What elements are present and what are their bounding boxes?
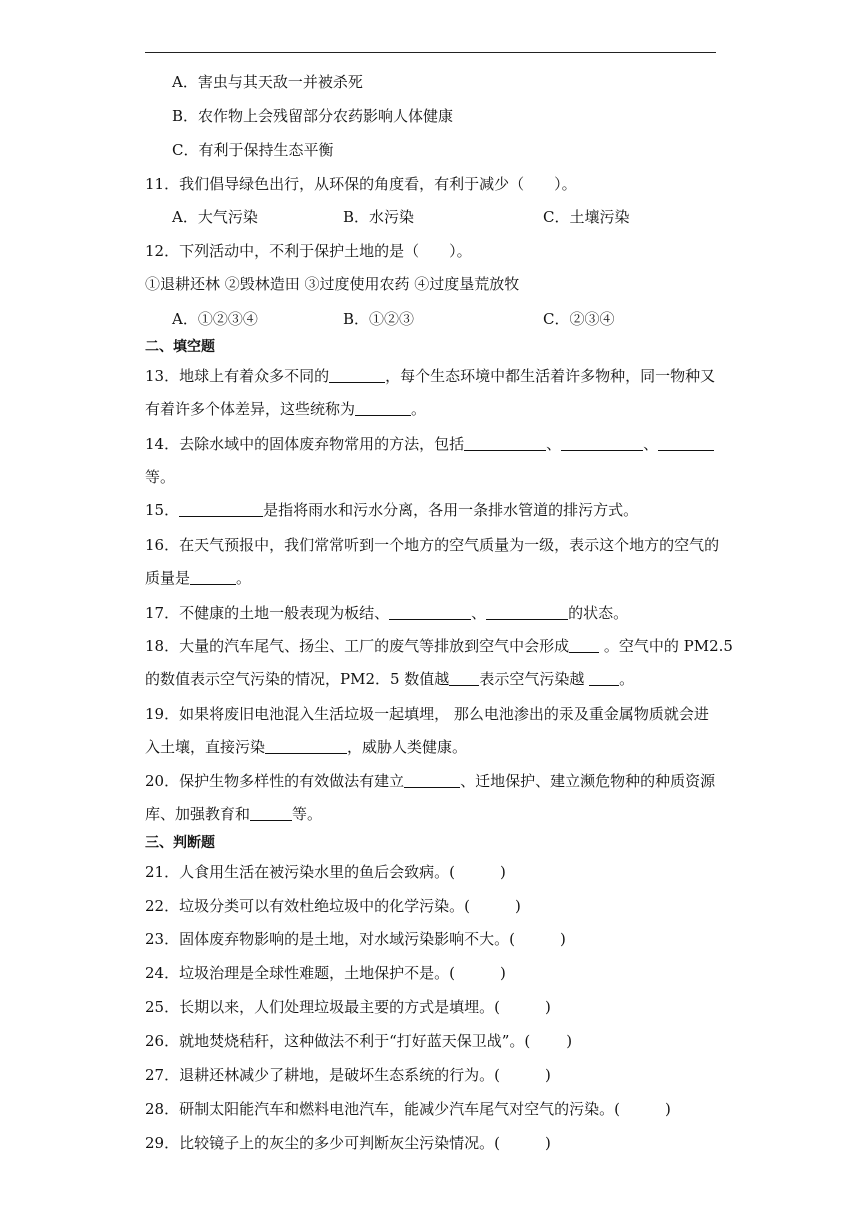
q17-line bbox=[145, 603, 628, 623]
q23-text: 23．固体废弃物影响的是土地，对水域污染影响不大。( bbox=[145, 930, 515, 948]
q29-text: 29．比较镜子上的灰尘的多少可判断灰尘污染情况。( bbox=[145, 1134, 500, 1152]
q24-text: 24．垃圾治理是全球性难题，土地保护不是。( bbox=[145, 964, 455, 982]
q17-text-a: 17．不健康的土地一般表现为板结、 bbox=[145, 604, 390, 622]
q18-text-a: 18．大量的汽车尾气、扬尘、工厂的废气等排放到空气中会形成 bbox=[145, 637, 570, 655]
q24 bbox=[145, 963, 506, 983]
q12-option-a: A．①②③④ bbox=[172, 310, 258, 328]
q18-line2 bbox=[145, 669, 634, 689]
q18-text-e: 。 bbox=[619, 670, 635, 688]
q21-text: 21．人食用生活在被污染水里的鱼后会致病。( bbox=[145, 863, 455, 881]
q21-close: ) bbox=[499, 863, 506, 881]
q18-blank-3[interactable] bbox=[589, 670, 619, 686]
q23-close: ) bbox=[559, 930, 566, 948]
q18-blank-2[interactable] bbox=[449, 670, 479, 686]
q13-line2 bbox=[145, 399, 426, 419]
q19-blank-1[interactable] bbox=[265, 738, 347, 754]
q27-text: 27．退耕还林减少了耕地，是破坏生态系统的行为。( bbox=[145, 1066, 500, 1084]
section-fill-heading: 二、填空题 bbox=[145, 339, 215, 355]
q11-option-b: B．水污染 bbox=[343, 208, 415, 226]
q28 bbox=[145, 1099, 671, 1119]
q13-blank-1[interactable] bbox=[329, 367, 385, 383]
q14-sep-1: 、 bbox=[546, 435, 562, 453]
q28-close: ) bbox=[664, 1100, 671, 1118]
q20-blank-1[interactable] bbox=[404, 772, 460, 788]
q19-text-b: 入土壤，直接污染 bbox=[145, 738, 266, 756]
q14-tail: 等。 bbox=[145, 468, 176, 486]
q13-blank-2[interactable] bbox=[355, 400, 411, 416]
q17-text-b: 的状态。 bbox=[568, 604, 629, 622]
q15-blank-1[interactable] bbox=[179, 501, 263, 517]
q18-line1 bbox=[145, 636, 733, 656]
q22-text: 22．垃圾分类可以有效杜绝垃圾中的化学污染。( bbox=[145, 897, 470, 915]
q18-blank-1[interactable] bbox=[569, 637, 599, 653]
q18-text-d: 表示空气污染越 bbox=[479, 670, 585, 688]
q20-line2 bbox=[145, 804, 322, 824]
q20-line1 bbox=[145, 771, 715, 791]
q12-items: ①退耕还林 ②毁林造田 ③过度使用农药 ④过度垦荒放牧 bbox=[145, 275, 520, 293]
q19-line2 bbox=[145, 737, 467, 757]
q20-text-a: 20．保护生物多样性的有效做法有建立 bbox=[145, 772, 405, 790]
q12-option-b: B．①②③ bbox=[343, 310, 415, 328]
q13-line1 bbox=[145, 366, 715, 386]
q22 bbox=[145, 896, 521, 916]
q13-text-d: 。 bbox=[411, 400, 427, 418]
q18-text-c: 的数值表示空气污染的情况，PM2．5 数值越 bbox=[145, 670, 450, 688]
q29 bbox=[145, 1133, 551, 1153]
q20-blank-2[interactable] bbox=[250, 805, 292, 821]
q27 bbox=[145, 1065, 551, 1085]
q14-sep-2: 、 bbox=[643, 435, 659, 453]
q26 bbox=[145, 1031, 572, 1051]
q15-line bbox=[145, 500, 638, 520]
header-rule bbox=[145, 52, 716, 53]
q13-text-a: 13．地球上有着众多不同的 bbox=[145, 367, 330, 385]
q15-text-b: 是指将雨水和污水分离，各用一条排水管道的排污方式。 bbox=[263, 501, 639, 519]
section-judge-heading: 三、判断题 bbox=[145, 835, 215, 851]
q16-line1: 16．在天气预报中，我们常常听到一个地方的空气质量为一级，表示这个地方的空气的 bbox=[145, 536, 720, 554]
q14-blank-3[interactable] bbox=[658, 435, 714, 451]
q11-option-c: C．土壤污染 bbox=[543, 208, 630, 226]
q17-sep: 、 bbox=[471, 604, 487, 622]
q14-text-a: 14．去除水域中的固体废弃物常用的方法，包括 bbox=[145, 435, 465, 453]
q15-text-a: 15． bbox=[145, 501, 180, 519]
q11-option-a: A．大气污染 bbox=[172, 208, 258, 226]
q26-text: 26．就地焚烧秸秆，这种做法不利于“打好蓝天保卫战”。( bbox=[145, 1032, 531, 1050]
q10-option-a: A．害虫与其天敌一并被杀死 bbox=[172, 73, 363, 91]
q13-text-b: ，每个生态环境中都生活着许多物种，同一物种又 bbox=[385, 367, 716, 385]
q16-blank-1[interactable] bbox=[190, 569, 236, 585]
q17-blank-1[interactable] bbox=[389, 604, 471, 620]
q14-blank-2[interactable] bbox=[561, 435, 643, 451]
q26-close: ) bbox=[566, 1032, 573, 1050]
q18-text-b: 。空气中的 PM2.5 bbox=[603, 637, 733, 655]
q20-text-c: 库、加强教育和 bbox=[145, 805, 251, 823]
q20-text-b: 、迁地保护、建立濒危物种的种质资源 bbox=[460, 772, 716, 790]
q10-option-c: C．有利于保持生态平衡 bbox=[172, 141, 334, 159]
q25-close: ) bbox=[544, 998, 551, 1016]
q17-blank-2[interactable] bbox=[486, 604, 568, 620]
q24-close: ) bbox=[499, 964, 506, 982]
q20-text-d: 等。 bbox=[292, 805, 323, 823]
q25-text: 25．长期以来，人们处理垃圾最主要的方式是填埋。( bbox=[145, 998, 500, 1016]
q11-stem: 11．我们倡导绿色出行，从环保的角度看，有利于减少（ ）。 bbox=[145, 175, 577, 193]
q19-line1: 19．如果将废旧电池混入生活垃圾一起填埋， 那么电池渗出的汞及重金属物质就会进 bbox=[145, 705, 709, 723]
q14-blank-1[interactable] bbox=[464, 435, 546, 451]
q28-text: 28．研制太阳能汽车和燃料电池汽车，能减少汽车尾气对空气的污染。( bbox=[145, 1100, 620, 1118]
q16-line2 bbox=[145, 568, 251, 588]
q29-close: ) bbox=[544, 1134, 551, 1152]
q25 bbox=[145, 997, 551, 1017]
q23 bbox=[145, 929, 566, 949]
q19-text-c: ，威胁人类健康。 bbox=[347, 738, 468, 756]
q12-stem: 12．下列活动中，不利于保护土地的是（ ）。 bbox=[145, 242, 472, 260]
q10-option-b: B．农作物上会残留部分农药影响人体健康 bbox=[172, 107, 454, 125]
q12-option-c: C．②③④ bbox=[543, 310, 615, 328]
q21 bbox=[145, 862, 506, 882]
q16-text-b: 质量是 bbox=[145, 569, 191, 587]
q22-close: ) bbox=[514, 897, 521, 915]
q14-line1 bbox=[145, 434, 714, 454]
q27-close: ) bbox=[544, 1066, 551, 1084]
q16-text-c: 。 bbox=[236, 569, 252, 587]
q13-text-c: 有着许多个体差异，这些统称为 bbox=[145, 400, 356, 418]
